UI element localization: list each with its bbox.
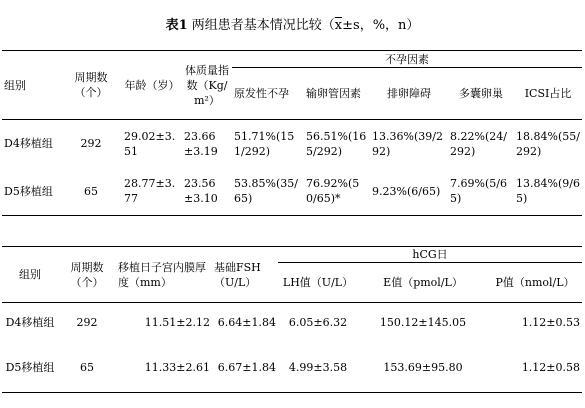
t1-row2-group: D5移植组	[2, 168, 60, 216]
t1-row2-cycles: 65	[60, 168, 122, 216]
table-row	[2, 303, 582, 343]
caption-label: 表1	[165, 18, 188, 33]
table-caption	[0, 14, 585, 33]
t2-row2-group: D5移植组	[2, 343, 58, 393]
t1-row1-pcos: 8.22%(24/292)	[450, 129, 507, 158]
t1-header-primary: 原发性不孕	[232, 68, 304, 120]
t1-header-ovulation: 排卵障碍	[370, 68, 448, 120]
t2-row2-endometrium: 11.33±2.61	[116, 343, 212, 393]
t1-row1-bmi: 23.66±3.19	[184, 129, 218, 158]
t1-row1-primary: 51.71%(151/292)	[234, 129, 295, 158]
t2-header-e: E值（pmol/L）	[358, 263, 488, 303]
t1-row2-ovulation: 9.23%(6/65)	[370, 168, 448, 216]
t1-header-cycles: 周期数（个）	[60, 51, 122, 120]
caption-text: 两组患者基本情况比较（	[191, 18, 335, 33]
t2-row2-lh: 4.99±3.58	[278, 343, 358, 393]
t1-header-tubal: 输卵管因素	[304, 68, 370, 120]
t2-row1-e: 150.12±145.05	[379, 316, 467, 330]
caption-xbar: $\overline{x}$	[334, 18, 343, 33]
t1-row1-ovulation: 13.36%(39/292)	[372, 129, 443, 158]
t1-header-age: 年龄（岁）	[122, 51, 182, 120]
baseline-table-1	[2, 50, 582, 216]
t2-row1-cycles: 292	[76, 316, 98, 330]
t1-row1-group: D4移植组	[4, 137, 53, 151]
t1-row2-icsi: 13.84%(9/65)	[514, 168, 582, 216]
t1-header-group: 组别	[2, 51, 60, 120]
t1-row2-tubal: 76.92%(50/65)*	[304, 168, 370, 216]
t2-header-endometrium: 移植日子宫内膜厚度（mm）	[116, 247, 212, 303]
t2-row1-group: D4移植组	[5, 316, 55, 330]
t1-header-pcos: 多囊卵巢	[448, 68, 514, 120]
t1-row1-tubal: 56.51%(165/292)	[306, 129, 367, 158]
t2-row2-e: 153.69±95.80	[358, 343, 488, 393]
t2-header-hcg: hCG日	[278, 247, 582, 263]
t2-header-p: P值（nmol/L）	[488, 263, 582, 303]
t1-header-bmi: 体质量指数（Kg/m²）	[182, 51, 232, 120]
t1-row2-bmi: 23.56±3.10	[182, 168, 232, 216]
t2-row2-fsh: 6.67±1.84	[212, 343, 278, 393]
t2-row1-p: 1.12±0.53	[521, 316, 581, 330]
t1-row2-pcos: 7.69%(5/65)	[448, 168, 514, 216]
t1-row1-age: 29.02±3.51	[124, 129, 176, 158]
t2-header-cycles: 周期数（个）	[58, 247, 116, 303]
t1-header-icsi: ICSI占比	[514, 68, 582, 120]
baseline-table-2	[2, 246, 582, 393]
t1-row1-icsi: 18.84%(55/292)	[516, 129, 580, 158]
t2-row1-fsh: 6.64±1.84	[217, 316, 276, 330]
t2-header-group: 组别	[2, 247, 58, 303]
t1-header-infertility: 不孕因素	[232, 51, 582, 68]
table-row	[2, 168, 582, 216]
t2-header-fsh: 基础FSH（U/L）	[212, 247, 278, 303]
t2-row1-lh: 6.05±6.32	[288, 316, 348, 330]
t2-row1-endometrium: 11.51±2.12	[144, 316, 210, 330]
t2-header-lh: LH值（U/L）	[278, 263, 358, 303]
table-row	[2, 120, 582, 168]
caption-suffix: ±s，%，n）	[342, 18, 420, 33]
t1-row2-primary: 53.85%(35/65)	[232, 168, 304, 216]
table-row	[2, 343, 582, 393]
t2-row2-p: 1.12±0.58	[488, 343, 582, 393]
t1-row1-cycles: 292	[80, 137, 102, 151]
t2-row2-cycles: 65	[58, 343, 116, 393]
t1-row2-age: 28.77±3.77	[122, 168, 182, 216]
